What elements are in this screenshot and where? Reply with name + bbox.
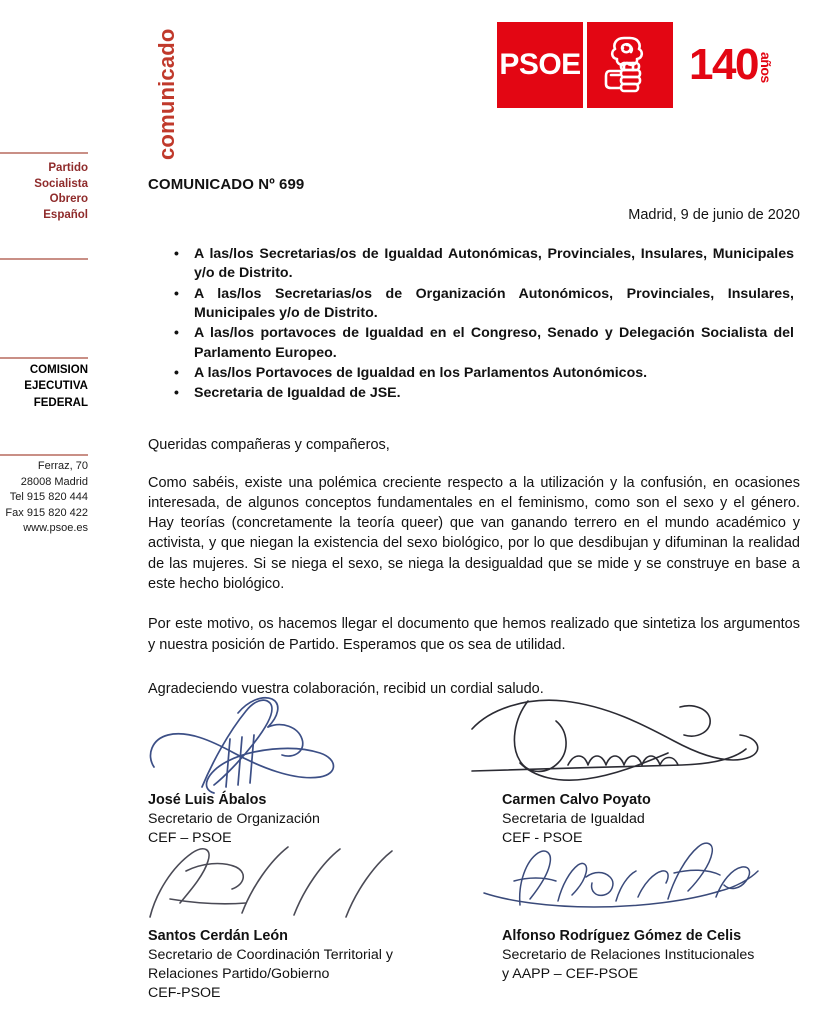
signatory-org: CEF - PSOE [502,830,583,847]
signatory-role: Secretario de Relaciones Institucionales [502,947,755,964]
address-city: 28008 Madrid [20,475,88,488]
signature-text-celis [502,841,800,984]
signatory-name: José Luis Ábalos [148,792,267,809]
anniversary-word: años [757,52,774,83]
signature-text-cerdan [148,841,474,1003]
signature-area [148,705,800,1002]
address-street: Ferraz, 70 [37,460,88,472]
signature-block-calvo [474,705,800,848]
address-fax: Fax 915 820 422 [5,506,88,519]
signatory-role: Secretario de Organización [148,811,320,828]
signatory-name: Alfonso Rodríguez Gómez de Celis [502,928,742,945]
sidebar-address [0,459,88,537]
list-item: • A las/los portavoces de Igualdad en el Congreso, Senado y Delegación Socialista del Parlamento Europeo. [194,324,800,363]
anniversary-number: 140 [689,40,758,90]
sidebar-rule-2 [0,258,88,260]
communication-reference: COMUNICADO Nº 699 [148,176,305,193]
sidebar-body-name [0,362,88,411]
signatory-org: CEF – PSOE [148,830,232,847]
signatory-role: Secretario de Coordinación Territorial y [148,947,393,964]
signatory-role: Secretaria de Igualdad [502,811,645,828]
sidebar-party-name [0,161,88,224]
signature-text-abalos [148,705,474,848]
sidebar-party-line: Español [43,208,88,221]
sidebar-rule-1 [0,152,88,154]
signature-row-1 [148,705,800,848]
sidebar-party-line: Obrero [49,193,88,206]
list-item: • A las/los Secretarias/os de Igualdad Autonómicas, Provinciales, Insulares, Municipales y/o de Distrito. [194,245,800,284]
signature-block-abalos [148,705,474,848]
signatory-name: Carmen Calvo Poyato [502,792,651,809]
fist-and-rose-emblem-tile [587,22,673,108]
sidebar-body-line: COMISION [29,364,88,376]
list-item: • Secretaria de Igualdad de JSE. [194,384,800,403]
signature-row-2 [148,841,800,1003]
sidebar-party-line: Socialista [34,177,88,190]
signatory-role-2: Relaciones Partido/Gobierno [148,966,330,983]
signature-block-celis [474,841,800,1003]
sidebar-body-line: EJECUTIVA [24,380,88,393]
sidebar-party-line: Partido [48,162,88,174]
place-and-date: Madrid, 9 de junio de 2020 [628,207,800,223]
fist-and-rose-icon [602,33,658,97]
sidebar-rule-3 [0,357,88,359]
body-paragraph-1: Como sabéis, existe una polémica creciente respecto a la utilización y la confusión, en ocasiones interesada, de algunos conceptos fundamentales en el feminismo, como son el sexo y el género. Hay teorías (concretamente la teoría queer) que van ganando terrero en el mundo académico y activista, y que niegan la existencia del sexo biológico, por lo que desdibujan y difuminan la realidad de las mujeres. Si se niega el sexo, se niega la desigualdad que se mide y se construye en base a este hecho biológico. [148,474,800,592]
vertical-comunicado-label: comunicado [154,28,179,160]
address-phone: Tel 915 820 444 [9,491,88,504]
list-item: • A las/los Secretarias/os de Organización Autonómicos, Provinciales, Insulares, Municipales y/o de Distrito. [194,285,800,324]
anniversary-badge [689,40,774,90]
address-website[interactable]: www.psoe.es [23,522,88,535]
body-paragraph-2: Por este motivo, os hacemos llegar el documento que hemos realizado que sintetiza los argumentos y nuestra posición de Partido. Esperamos que os sea de utilidad. [148,616,800,653]
signature-text-calvo [502,705,800,848]
sidebar-rule-4 [0,454,88,456]
signatory-org: CEF-PSOE [148,985,221,1002]
signature-block-cerdan [148,841,474,1003]
signatory-name: Santos Cerdán León [148,928,288,945]
sidebar-body-line: FEDERAL [33,396,88,409]
document-body [148,176,800,1002]
closing-line: Agradeciendo vuestra colaboración, recibid un cordial saludo. [148,680,544,697]
signatory-role-2: y AAPP – CEF-PSOE [502,966,639,983]
psoe-wordmark-tile [497,22,583,108]
psoe-wordmark-text: PSOE [499,48,581,81]
psoe-logo [497,22,773,108]
recipients-list [148,245,800,404]
list-item: • A las/los Portavoces de Igualdad en los Parlamentos Autonómicos. [194,364,800,383]
salutation: Queridas compañeras y compañeros, [148,436,390,453]
